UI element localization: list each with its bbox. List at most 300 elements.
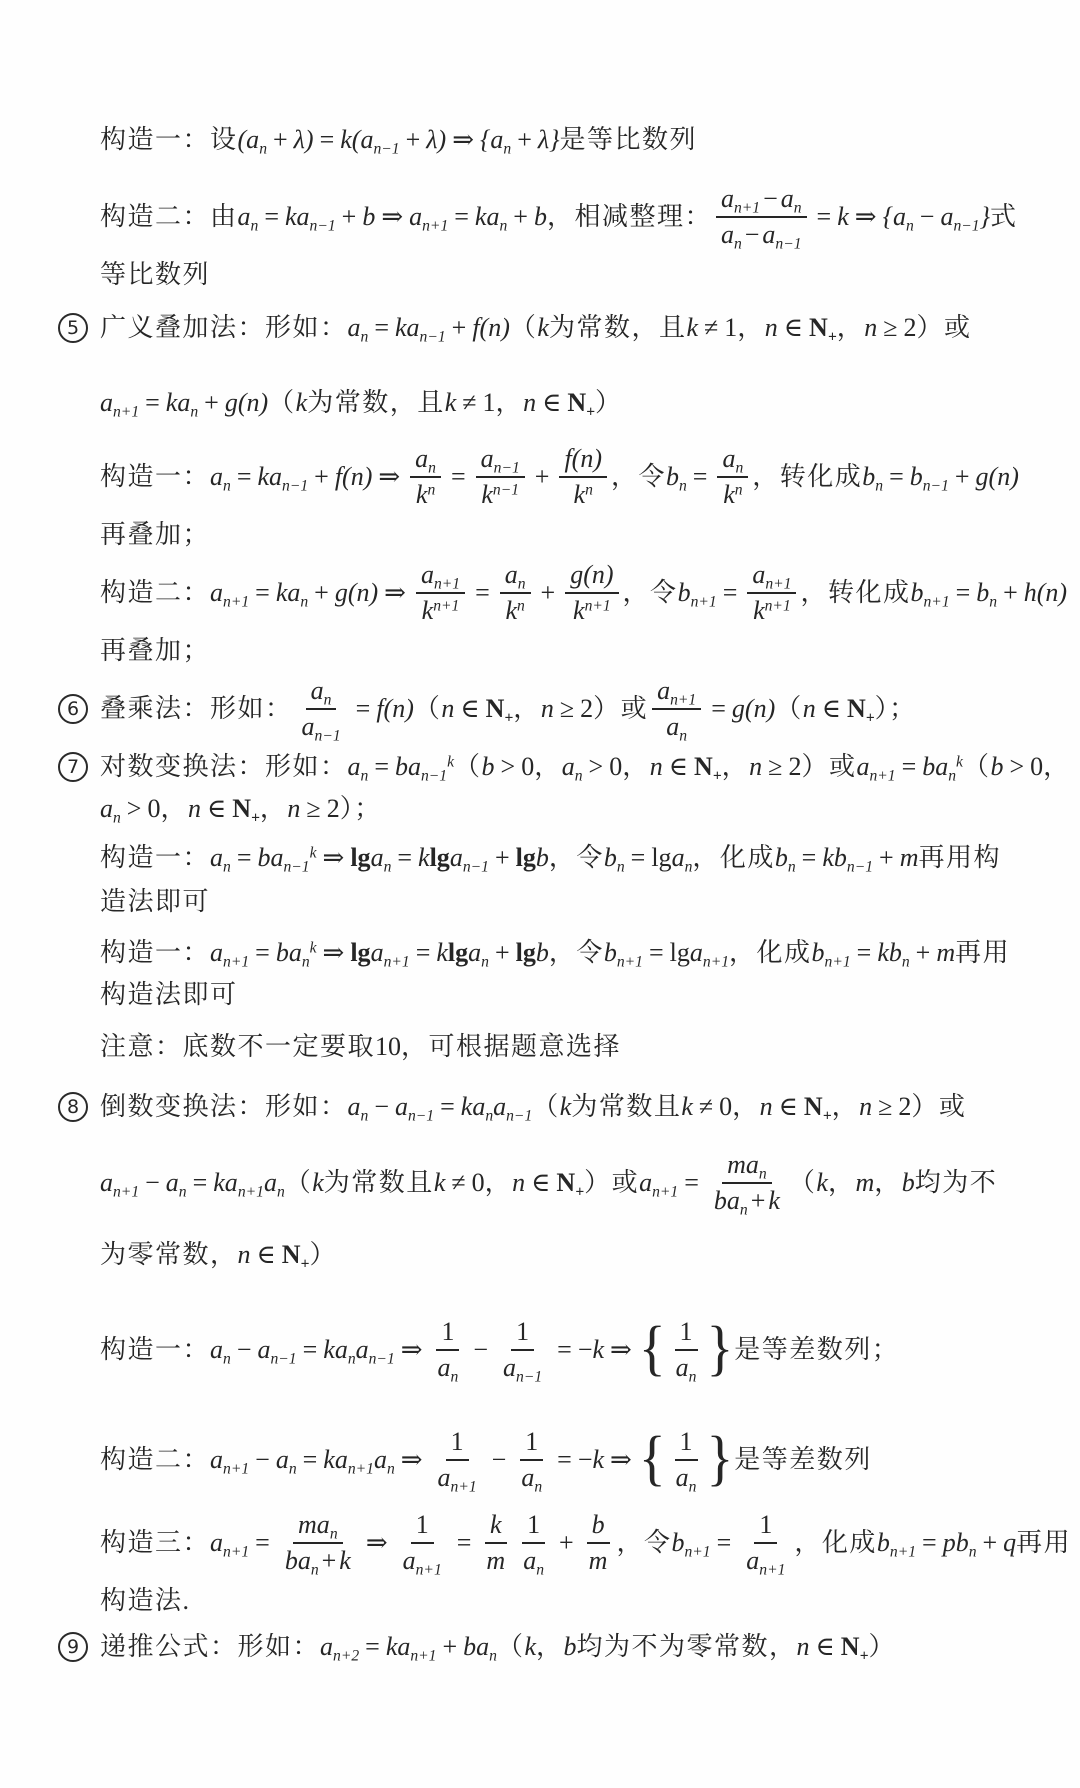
operator: − [255, 1445, 270, 1475]
text-line [0, 514, 1080, 556]
subscript: n [178, 1183, 187, 1201]
text-run: 为零常数， [100, 1240, 238, 1270]
subscript: n [113, 809, 121, 827]
operator: = [397, 843, 413, 873]
math-run: $ka_n$ [275, 578, 309, 611]
text-run: 广义叠加法：形如： [100, 313, 348, 343]
subscript: n−1 [922, 477, 949, 495]
text-run: ， [536, 1632, 564, 1662]
left-brace: { [638, 1314, 666, 1384]
math-run: $b_{n-1}$ [909, 462, 949, 495]
math-run: $k^n$ [505, 596, 525, 625]
math-run: k [816, 1168, 828, 1198]
math-run: 10 [375, 1032, 402, 1062]
subscript: n−1 [462, 858, 489, 876]
math-run: $a_{n-1}$ [940, 202, 980, 235]
fraction-numerator [565, 559, 618, 594]
math-run: $a_n$ [237, 202, 259, 235]
operator: = [557, 1445, 572, 1475]
math-run: $a_n$ [780, 184, 802, 217]
subscript: n+1 [422, 217, 449, 235]
text-run: （ [509, 313, 538, 343]
text-run: ，令 [616, 1528, 672, 1558]
text-run: 再用 [1016, 1528, 1072, 1558]
subscript: n [735, 459, 744, 477]
operator: ⇒ [452, 125, 474, 155]
text-run: （ [788, 1168, 817, 1198]
operator: + [272, 125, 288, 155]
subscript: n [684, 858, 693, 876]
operator: > [126, 794, 142, 824]
fraction-denominator [411, 478, 440, 511]
subscript: n+1 [759, 1561, 786, 1579]
math-run: b [901, 1168, 915, 1198]
text-run: ， [513, 694, 541, 724]
operator: ≥ [878, 1092, 893, 1122]
subscript: n−1 [373, 140, 400, 158]
superscript: k [956, 753, 963, 771]
math-run: k [592, 1335, 605, 1365]
superscript: n [427, 481, 436, 499]
fraction-denominator [297, 710, 346, 743]
math-run: $ka_{n-1}$ [394, 313, 446, 346]
math-run: $ka_{n-1}$ [257, 462, 309, 495]
text-run: ，令 [548, 843, 604, 873]
subscript: n [383, 858, 392, 876]
math-run: 1 [759, 1510, 773, 1540]
math-run: k [537, 313, 549, 343]
text-run: （ [496, 1632, 525, 1662]
operator: = [264, 202, 279, 232]
math-run: $a_{n+1}$ [420, 560, 461, 593]
operator: = [440, 1092, 455, 1122]
fraction-numerator [522, 1509, 545, 1544]
operator: − [473, 1335, 489, 1365]
operator: − [763, 184, 778, 214]
math-run: $ba_n$ [713, 1186, 748, 1219]
fraction-numerator [716, 183, 807, 218]
text-run: 构造三： [100, 1528, 211, 1558]
math-run: } [979, 202, 990, 232]
fraction [481, 1509, 510, 1576]
fraction [671, 1316, 702, 1386]
numbered-item-line [0, 746, 1080, 788]
text-run: 为常数，且 [307, 388, 445, 418]
math-run: $a_n$ [504, 560, 526, 593]
operator: + [341, 202, 357, 232]
fraction-denominator [398, 1544, 447, 1577]
operator: = [816, 202, 832, 232]
math-run: lg [447, 938, 469, 968]
subscript: n+1 [733, 199, 761, 217]
math-run: n [864, 313, 878, 343]
subscript: n [733, 235, 742, 253]
operator: = [801, 843, 817, 873]
subscript: n [499, 217, 508, 235]
math-run: $a_n$ [210, 1335, 231, 1368]
math-run: b [535, 938, 549, 968]
math-run: n [441, 694, 455, 724]
math-run: $a_n$ [671, 843, 693, 876]
fraction-numerator [476, 443, 525, 478]
superscript: n [585, 481, 593, 499]
subscript: n [948, 767, 957, 785]
text-run: 倒数变换法：形如： [100, 1092, 348, 1122]
subscript: n [386, 1460, 395, 1478]
operator: + [1003, 578, 1018, 608]
math-run: lg [350, 938, 371, 968]
math-run: n [796, 1632, 810, 1662]
operator: + [451, 313, 467, 343]
text-run: （ [775, 694, 803, 724]
text-run: 构造法即可 [100, 980, 238, 1010]
math-run: λ} [537, 125, 560, 155]
math-run: $a_{n-1}$ [394, 1092, 435, 1125]
math-run: $k^n$ [415, 480, 436, 509]
text-run: （ [268, 388, 296, 418]
text-line [0, 1506, 1080, 1580]
math-run: $a_n$ [720, 220, 742, 253]
math-run: g(n) [334, 578, 379, 608]
fraction-numerator [293, 1509, 343, 1544]
math-run: $a_n$ [415, 444, 436, 477]
subscript: n [329, 1525, 338, 1543]
subscript: n+1 [765, 575, 792, 593]
math-run: $ba_{n-1}^k$ [394, 752, 455, 785]
right-brace: } [706, 1424, 734, 1494]
math-run: $a_n$ [310, 676, 332, 709]
fraction-denominator [476, 478, 524, 511]
subscript: n [360, 328, 369, 346]
operator: − [491, 1445, 507, 1475]
text-run: ）或 [911, 1092, 967, 1122]
subscript: n−1 [953, 217, 980, 235]
math-run: n [764, 313, 778, 343]
math-run: 2 [580, 694, 594, 724]
fraction [398, 1509, 447, 1579]
text-run: 为常数且 [571, 1092, 682, 1122]
operator: + [750, 1186, 766, 1215]
subscript: + [827, 328, 837, 346]
math-run: f(n) [334, 462, 373, 492]
math-run: $a_n$ [722, 444, 744, 477]
subscript: n+1 [670, 691, 697, 709]
math-run: 1 [482, 388, 496, 418]
math-run: k [559, 1092, 572, 1122]
subscript: n−1 [407, 1107, 435, 1125]
math-run: $a_n$ [100, 794, 121, 827]
fraction-numerator [754, 1509, 777, 1544]
text-run: 对数变换法：形如： [100, 752, 348, 782]
math-run: $a_{n+1}$ [100, 388, 140, 421]
math-run: $a_n$ [666, 712, 688, 745]
math-run: $a_{n-1}$ [449, 843, 489, 876]
math-run: q [1003, 1528, 1017, 1558]
subscript: n [360, 1107, 369, 1125]
text-run: ，令 [610, 462, 666, 492]
text-run: 均为不为零常数， [576, 1632, 797, 1662]
text-run: ， [721, 752, 750, 782]
math-run: $ka_n$ [165, 388, 199, 421]
operator: = [716, 1528, 732, 1558]
text-run: 构造一： [100, 843, 211, 873]
text-run: 构造法. [100, 1586, 191, 1616]
math-run: $N_+$ [693, 752, 722, 785]
math-run: $N_+$ [840, 1632, 869, 1665]
math-run: $N_+$ [803, 1092, 832, 1125]
operator: + [314, 578, 329, 608]
math-run: $a_{n-1}$ [493, 1092, 533, 1125]
fraction-numerator [652, 675, 701, 710]
text-run: （ [454, 752, 482, 782]
fraction-numerator [410, 443, 441, 478]
text-run: 构造一： [100, 938, 211, 968]
operator: − [145, 1168, 160, 1198]
operator: = [901, 752, 917, 782]
operator: = [415, 938, 431, 968]
math-run: h(n) [1023, 578, 1068, 608]
math-run: $a_n$ [675, 1353, 697, 1386]
math-run: k [418, 843, 430, 873]
text-run: 构造一：设 [100, 125, 238, 155]
text-run: ， [737, 313, 765, 343]
math-run: − [577, 1335, 593, 1365]
operator: ⇒ [381, 202, 404, 232]
subscript: + [586, 403, 595, 421]
math-run: n [187, 794, 201, 824]
math-run: k [524, 1632, 537, 1662]
operator: = [692, 462, 708, 492]
operator: ⇒ [384, 578, 406, 608]
left-brace: { [638, 1424, 666, 1494]
text-run: （ [962, 752, 991, 782]
subscript: n [905, 217, 914, 235]
text-run: ， [732, 1092, 760, 1122]
numbered-item-line [0, 1086, 1080, 1128]
operator: = [711, 694, 726, 724]
math-run: $ka_{n-1}$ [284, 202, 336, 235]
subscript: n−1 [309, 217, 336, 235]
fraction-numerator [436, 1316, 459, 1351]
text-run: 构造二： [100, 1445, 211, 1475]
math-run: m [588, 1546, 608, 1575]
math-run: $a_{n+1}$ [100, 1168, 140, 1201]
text-run: ， [1043, 752, 1071, 782]
subscript: n+1 [410, 1647, 437, 1665]
math-run: $a_n$ [373, 1445, 395, 1478]
math-run: $a_{n+1}$ [746, 1546, 786, 1579]
subscript: n−1 [419, 328, 446, 346]
item-number-badge: 6 [58, 694, 88, 724]
math-run: 1 [450, 1427, 464, 1457]
math-run: n [802, 694, 816, 724]
operator: + [517, 125, 532, 155]
text-run: ，令 [622, 578, 678, 608]
subscript: n [688, 1368, 697, 1386]
math-run: 1 [441, 1317, 455, 1347]
math-run: n [749, 752, 763, 782]
text-run: 为常数，且 [548, 313, 687, 343]
text-run: 是等差数列； [734, 1335, 900, 1365]
math-run: n [287, 794, 301, 824]
text-run: 构造一： [100, 462, 211, 492]
operator: ≥ [883, 313, 898, 343]
subscript: n−1 [493, 459, 520, 477]
text-run: ，相减整理： [546, 202, 712, 232]
fraction-numerator [416, 559, 465, 594]
math-run: $b_n$ [603, 843, 625, 876]
operator: = [557, 1335, 572, 1365]
math-run: g(n) [570, 560, 614, 590]
fraction [433, 1316, 464, 1386]
math-run: b [535, 843, 549, 873]
math-run: k [490, 1510, 502, 1540]
subscript: n+1 [223, 593, 250, 611]
superscript: n−1 [492, 481, 520, 499]
math-run: $a_{n+1}$ [210, 1445, 250, 1478]
math-run: n [512, 1168, 526, 1198]
fraction-denominator [716, 218, 807, 251]
math-run: k [433, 1168, 446, 1198]
math-run: n [523, 388, 537, 418]
math-run: $a_{n+1}$ [752, 560, 792, 593]
subscript: n [259, 140, 267, 158]
math-run: lg [669, 938, 690, 968]
subscript: n [276, 1183, 285, 1201]
text-run: ，转化成 [800, 578, 911, 608]
math-run: $a_n$ [675, 1463, 697, 1496]
text-run: ， [622, 752, 650, 782]
math-run: g(n) [731, 694, 776, 724]
math-run: lg [515, 843, 536, 873]
operator: = [722, 578, 738, 608]
fraction-denominator [661, 710, 692, 743]
operator: + [494, 843, 510, 873]
math-run: 0 [719, 1092, 733, 1122]
fraction [516, 1426, 547, 1496]
math-run: $k^n$ [723, 480, 743, 509]
math-run: 1 [724, 313, 738, 343]
subscript: n+1 [616, 953, 643, 971]
fraction-denominator [433, 1461, 482, 1494]
text-run: ）或 [593, 694, 649, 724]
fraction-denominator [584, 1544, 613, 1577]
math-run: lg [350, 843, 371, 873]
math-run: $a_n$ [275, 1445, 297, 1478]
fraction [741, 1509, 790, 1579]
superscript: n+1 [584, 597, 611, 615]
math-run: 1 [679, 1427, 693, 1457]
fraction-denominator [500, 594, 529, 627]
operator: − [744, 220, 760, 249]
math-run: $a_n$ [263, 1168, 285, 1201]
subscript: n [310, 1561, 319, 1579]
math-run: k [681, 1092, 693, 1122]
operator: + [321, 1546, 337, 1575]
text-run: 叠乘法：形如： [100, 694, 293, 724]
fraction [671, 1426, 702, 1496]
subscript: n [503, 140, 512, 158]
text-run: 构造二： [100, 578, 211, 608]
text-run: ， [259, 794, 288, 824]
fraction [709, 1149, 785, 1219]
subscript: n [190, 403, 199, 421]
text-run: （ [413, 694, 442, 724]
math-run: $a_{n-1}$ [301, 712, 341, 745]
superscript: n [517, 597, 525, 615]
superscript: k [309, 844, 317, 862]
math-run: $k^{n+1}$ [753, 596, 791, 625]
text-run: ， [495, 388, 524, 418]
math-run: $a_{n+1}$ [657, 676, 697, 709]
math-run: $a_{n+1}$ [370, 938, 410, 971]
operator: = [145, 388, 160, 418]
text-line [0, 1026, 1080, 1068]
math-run: 0 [521, 752, 535, 782]
operator: = [365, 1632, 380, 1662]
math-run: $a_{n-1}$ [355, 1335, 395, 1368]
math-run: λ) [293, 125, 314, 155]
math-run: $a_{n+1}$ [210, 578, 250, 611]
subscript: n [758, 1165, 767, 1183]
math-run: $ba_{n-1}^k$ [257, 843, 317, 876]
subscript: + [822, 1107, 832, 1125]
math-run: lg [651, 843, 672, 873]
subscript: n [489, 1647, 497, 1665]
subscript: n [574, 767, 583, 785]
document-body [0, 119, 1080, 1668]
fraction-numerator [717, 443, 748, 478]
text-run: ， [534, 752, 562, 782]
math-run: $a_{n-1}$ [762, 220, 802, 253]
superscript: n+1 [764, 597, 791, 615]
subscript: n [536, 1561, 544, 1579]
right-brace: } [706, 1314, 734, 1384]
math-run: $ba_n^k$ [275, 938, 317, 971]
text-run: ）或 [584, 1168, 640, 1198]
math-run: $ka_{n+1}$ [385, 1632, 437, 1665]
subscript: n+1 [690, 593, 717, 611]
math-run: 1 [527, 1510, 541, 1540]
math-run: $ma_n$ [727, 1150, 767, 1183]
operator: + [879, 843, 894, 873]
operator: + [954, 462, 970, 492]
subscript: n [688, 1478, 697, 1496]
math-run: 1 [679, 1317, 693, 1347]
operator: > [588, 752, 604, 782]
text-run: 再叠加； [100, 520, 211, 550]
operator: ∈ [778, 1092, 798, 1122]
fraction-denominator [569, 478, 598, 511]
subscript: n [989, 593, 998, 611]
subscript: n−1 [506, 1107, 533, 1125]
text-run: 为常数且 [323, 1168, 434, 1198]
math-run: b [990, 752, 1004, 782]
text-line [0, 382, 1080, 424]
text-run: 是等差数列 [734, 1445, 872, 1475]
math-run: b [533, 202, 547, 232]
text-run: 造法即可 [100, 887, 211, 917]
math-run: $b_{n+1}$ [910, 578, 950, 611]
math-run: $a_n$ [370, 843, 392, 876]
math-run: $a_n$ [210, 462, 231, 495]
text-run: ）或 [801, 752, 857, 782]
math-run: $a_{n-1}$ [480, 444, 520, 477]
superscript: k [309, 939, 317, 957]
text-run: 递推公式：形如： [100, 1632, 321, 1662]
math-run: $k^{n+1}$ [573, 596, 611, 625]
text-line [0, 881, 1080, 923]
